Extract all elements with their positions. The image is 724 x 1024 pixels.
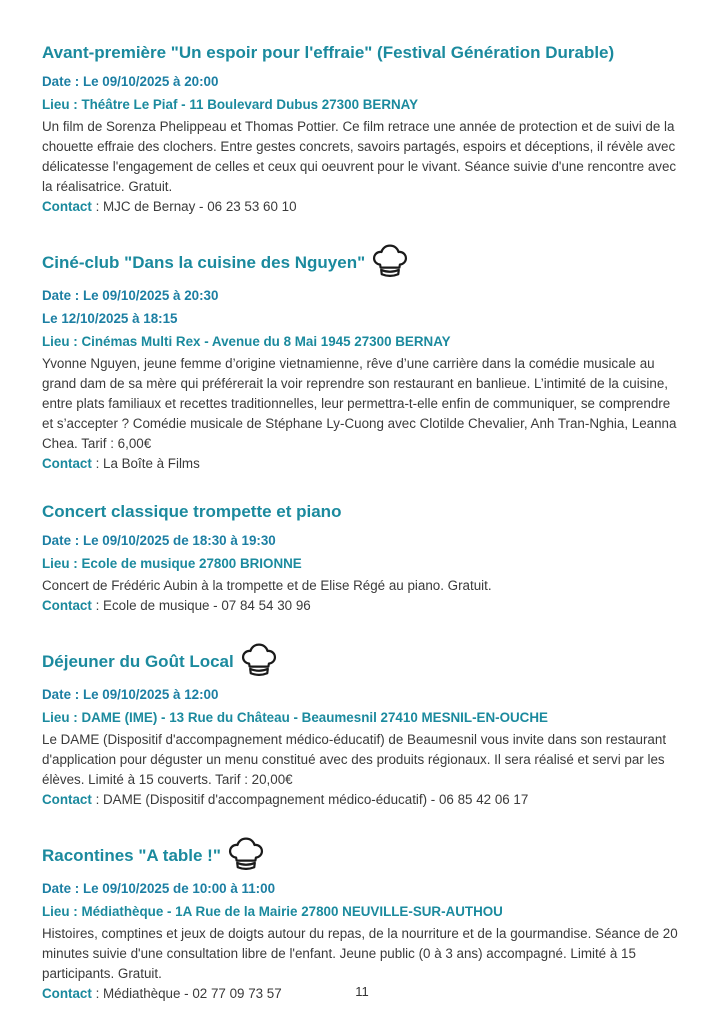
- separator: :: [69, 710, 82, 725]
- separator: :: [91, 199, 104, 214]
- event-lieu-line: [42, 556, 684, 571]
- event-lieu-line: [42, 710, 684, 725]
- event-title: [42, 501, 684, 522]
- contact-value: La Boîte à Films: [103, 456, 200, 471]
- separator: :: [91, 598, 104, 613]
- separator: :: [71, 881, 83, 896]
- date-value: Le 09/10/2025 de 10:00 à 11:00: [82, 881, 276, 896]
- page-number: 11: [355, 984, 369, 999]
- separator: :: [71, 533, 83, 548]
- event-title: [42, 643, 684, 676]
- event-section: [42, 501, 684, 616]
- event-section: [42, 244, 684, 474]
- contact-label: Contact: [42, 986, 92, 1001]
- separator: :: [71, 74, 83, 89]
- separator: :: [91, 792, 104, 807]
- date-label: Date: [42, 687, 72, 702]
- contact-label: Contact: [42, 792, 92, 807]
- event-date-line: [42, 74, 684, 89]
- lieu-label: Lieu: [42, 334, 70, 349]
- contact-label: Contact: [42, 199, 92, 214]
- separator: :: [69, 904, 82, 919]
- lieu-value: DAME (IME) - 13 Rue du Château - Beaumesnil 27410 MESNIL-EN-OUCHE: [81, 710, 548, 725]
- date-value: Le 09/10/2025 à 12:00: [82, 687, 219, 702]
- separator: :: [69, 556, 82, 571]
- lieu-value: Ecole de musique 27800 BRIONNE: [81, 556, 302, 571]
- date-value: Le 09/10/2025 de 18:30 à 19:30: [82, 533, 276, 548]
- separator: :: [71, 687, 83, 702]
- event-section: [42, 42, 684, 217]
- event-section: [42, 837, 684, 1004]
- separator: :: [71, 288, 83, 303]
- event-lieu-line: [42, 904, 684, 919]
- event-title-text: Déjeuner du Goût Local: [42, 652, 234, 671]
- event-date-line-2: [42, 311, 684, 326]
- event-title-text: Ciné-club "Dans la cuisine des Nguyen": [42, 253, 366, 272]
- lieu-value: Cinémas Multi Rex - Avenue du 8 Mai 1945 27300 BERNAY: [81, 334, 451, 349]
- event-description: Histoires, comptines et jeux de doigts autour du repas, de la nourriture et de la gourmandise. Séance de 20 minutes suivie d'une consultation libre de l'enfant. Jeune public (0 à 3 ans) accompagné. Limité à 15 participants. Gratuit.: [42, 926, 678, 981]
- lieu-value: Théâtre Le Piaf - 11 Boulevard Dubus 27300 BERNAY: [81, 97, 419, 112]
- event-contact-line: [42, 790, 684, 810]
- date-label: Date: [42, 881, 72, 896]
- lieu-label: Lieu: [42, 904, 70, 919]
- contact-value: MJC de Bernay - 06 23 53 60 10: [103, 199, 297, 214]
- separator: :: [69, 334, 82, 349]
- event-section: [42, 643, 684, 810]
- contact-label: Contact: [42, 456, 92, 471]
- lieu-label: Lieu: [42, 556, 70, 571]
- event-title: [42, 244, 684, 277]
- event-title-text: Concert classique trompette et piano: [42, 502, 342, 521]
- event-title: [42, 42, 684, 63]
- separator: :: [91, 456, 104, 471]
- event-date-line: [42, 533, 684, 548]
- event-description: Le DAME (Dispositif d'accompagnement médico-éducatif) de Beaumesnil vous invite dans son restaurant d'application pour déguster un menu constitué avec des produits régionaux. Il sera réalisé et servi par les élèves. Limité à 15 couverts. Tarif : 20,00€: [42, 732, 667, 787]
- separator: :: [91, 986, 104, 1001]
- event-date-line: [42, 687, 684, 702]
- chef-hat-icon: [228, 837, 264, 870]
- event-title: [42, 837, 684, 870]
- lieu-value: Médiathèque - 1A Rue de la Mairie 27800 NEUVILLE-SUR-AUTHOU: [81, 904, 503, 919]
- contact-value: Ecole de musique - 07 84 54 30 96: [103, 598, 311, 613]
- date-value: Le 09/10/2025 à 20:30: [82, 288, 219, 303]
- chef-hat-icon: [372, 244, 408, 277]
- event-contact-line: [42, 454, 684, 474]
- date-label: Date: [42, 533, 72, 548]
- event-title-text: Racontines "A table !": [42, 846, 221, 865]
- event-description: Un film de Sorenza Phelippeau et Thomas Pottier. Ce film retrace une année de protection et de suivi de la chouette effraie des clochers. Entre gestes concrets, savoirs partagés, espoirs et déceptions, il révèle avec délicatesse l'engagement de celles et ceux qui oeuvrent pour le vivant. Séance suivie d'une rencontre avec la réalisatrice. Gratuit.: [42, 119, 677, 194]
- date-label: Date: [42, 288, 72, 303]
- event-date-line: [42, 881, 684, 896]
- lieu-label: Lieu: [42, 97, 70, 112]
- separator: :: [69, 97, 82, 112]
- event-description: Yvonne Nguyen, jeune femme d’origine vietnamienne, rêve d’une carrière dans la comédie musicale au grand dam de sa mère qui préférerait la voir reprendre son restaurant en banlieue. L’intimité de la cuisine, entre plats familiaux et recettes traditionnelles, leur permettra-t-elle enfin de communiquer, se comprendre et s’accepter ? Comédie musicale de Stéphane Ly-Cuong avec Clotilde Chevalier, Anh Tran-Nghia, Leanna Chea. Tarif : 6,00€: [42, 356, 677, 451]
- contact-value: Médiathèque - 02 77 09 73 57: [103, 986, 282, 1001]
- date-value: Le 12/10/2025 à 18:15: [42, 311, 178, 326]
- date-label: Date: [42, 74, 72, 89]
- event-title-text: Avant-première "Un espoir pour l'effraie" (Festival Génération Durable): [42, 43, 615, 62]
- date-value: Le 09/10/2025 à 20:00: [82, 74, 219, 89]
- contact-value: DAME (Dispositif d'accompagnement médico-éducatif) - 06 85 42 06 17: [103, 792, 529, 807]
- event-lieu-line: [42, 97, 684, 112]
- chef-hat-icon: [241, 643, 277, 676]
- event-contact-line: [42, 596, 684, 616]
- event-date-line: [42, 288, 684, 303]
- event-contact-line: [42, 197, 684, 217]
- lieu-label: Lieu: [42, 710, 70, 725]
- contact-label: Contact: [42, 598, 92, 613]
- event-description: Concert de Frédéric Aubin à la trompette et de Elise Régé au piano. Gratuit.: [42, 578, 492, 593]
- event-lieu-line: [42, 334, 684, 349]
